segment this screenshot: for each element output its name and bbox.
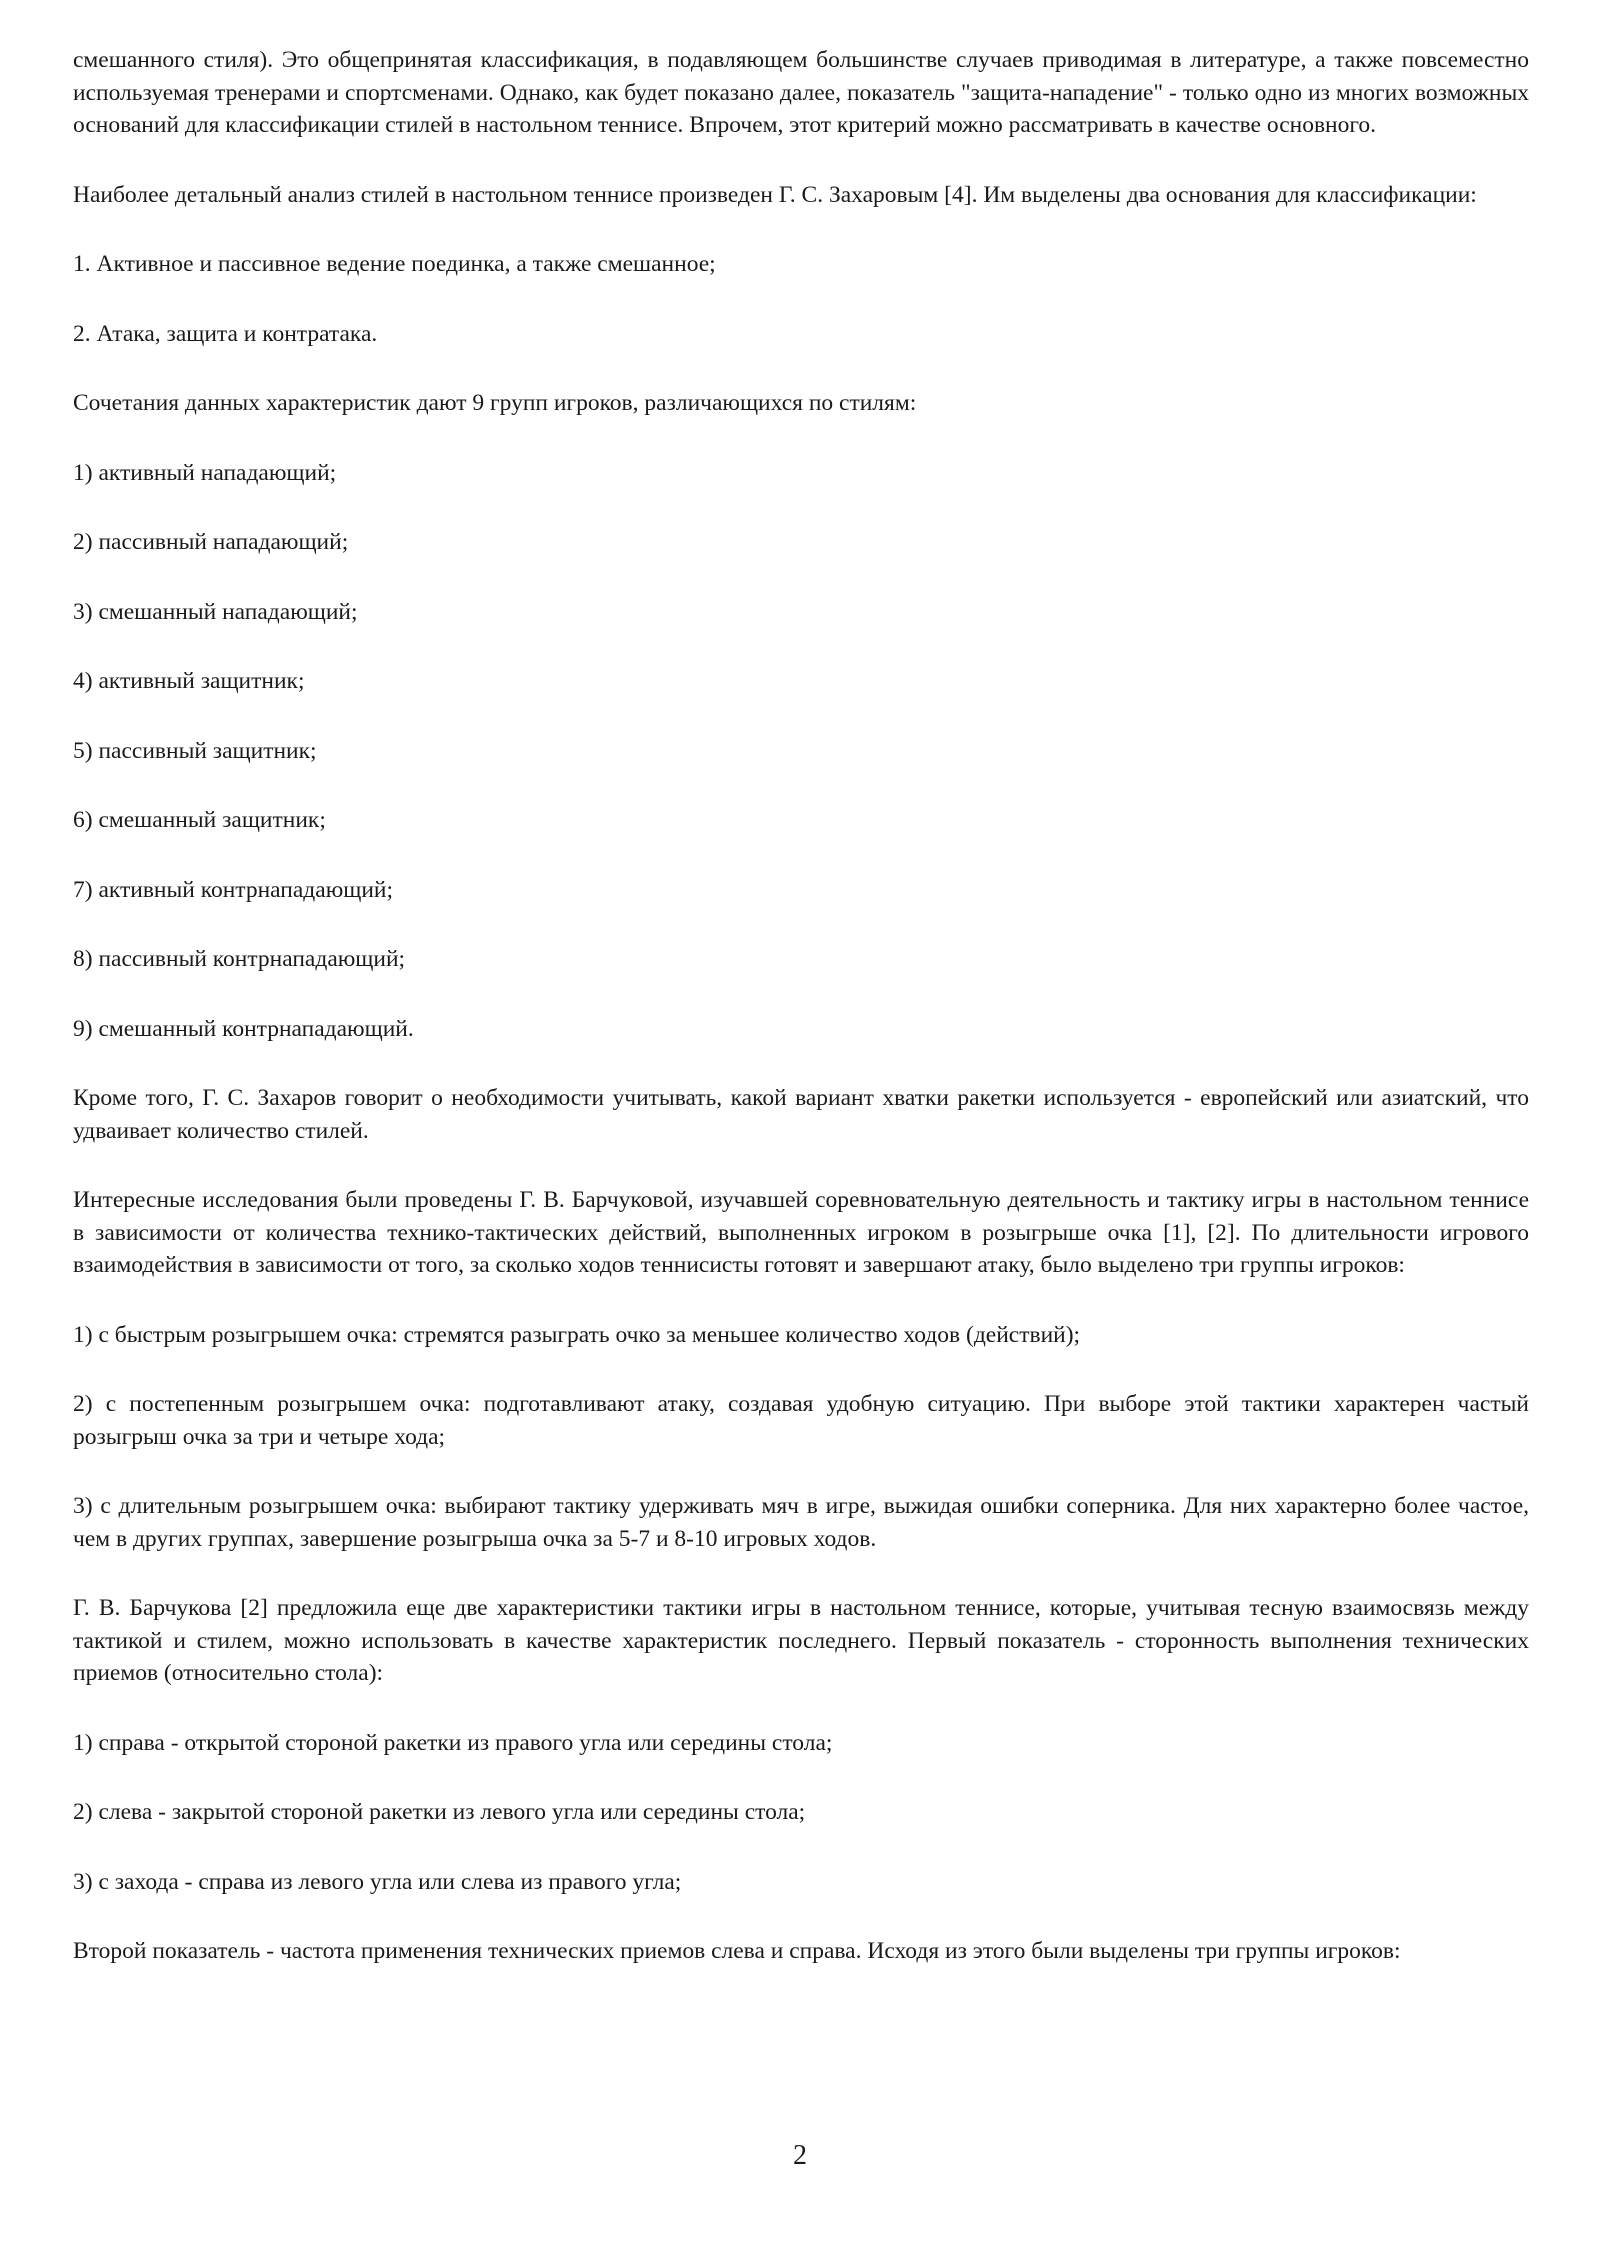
paragraph-grip-variants: Кроме того, Г. С. Захаров говорит о необходимости учитывать, какой вариант хватки ракетки используется - европейский или азиатский, что удваивает количество стилей. <box>73 1085 1529 1144</box>
list-item-rally-3: 3) с длительным розыгрышем очка: выбирают тактику удерживать мяч в игре, выжидая ошибки соперника. Для них характерно более частое, чем в других группах, завершение розыгрыша очка за 5-7 и 8-10 игровых ходов. <box>73 1493 1529 1552</box>
list-item-style-6: 6) смешанный защитник; <box>73 807 326 833</box>
list-item-style-8: 8) пассивный контрнападающий; <box>73 946 406 972</box>
list-item-rally-2: 2) с постепенным розыгрышем очка: подготавливают атаку, создавая удобную ситуацию. При выборе этой тактики характерен частый розыгрыш очка за три и четыре хода; <box>73 1391 1529 1450</box>
page-body <box>73 44 1529 1968</box>
list-item-style-4: 4) активный защитник; <box>73 668 305 694</box>
paragraph-zakharov-analysis: Наиболее детальный анализ стилей в настольном теннисе произведен Г. С. Захаровым [4]. Им выделены два основания для классификации: <box>73 181 1477 208</box>
paragraph-barchukova-research: Интересные исследования были проведены Г. В. Барчуковой, изучавшей соревновательную деятельность и тактику игры в настольном теннисе в зависимости от количества технико-тактических действий, выполненных игроком в розыгрыше очка [1], [2]. По длительности игрового взаимодействия в зависимости от того, за сколько ходов теннисисты готовят и завершают атаку, было выделено три группы игроков: <box>73 1187 1529 1278</box>
list-item-style-7: 7) активный контрнападающий; <box>73 876 394 903</box>
list-item-style-5: 5) пассивный защитник; <box>73 737 317 764</box>
paragraph-classification-intro: смешанного стиля). Это общепринятая классификация, в подавляющем большинстве случаев приводимая в литературе, а также повсеместно используемая тренерами и спортсменами. Однако, как будет показано далее, показатель "защита-нападение" - только одно из многих возможных оснований для классификации стилей в настольном теннисе. Впрочем, этот критерий можно рассматривать в качестве основного. <box>73 47 1529 138</box>
list-item-style-2: 2) пассивный нападающий; <box>73 529 349 555</box>
list-item-style-3: 3) смешанный нападающий; <box>73 598 358 625</box>
list-item-side-1: 1) справа - открытой стороной ракетки из правого угла или середины стола; <box>73 1729 833 1756</box>
list-item-style-1: 1) активный нападающий; <box>73 459 337 486</box>
list-item-style-9: 9) смешанный контрнападающий. <box>73 1015 414 1042</box>
paragraph-frequency-indicator: Второй показатель - частота применения технических приемов слева и справа. Исходя из этого были выделены три группы игроков: <box>73 1938 1401 1964</box>
list-item-basis-1: 1. Активное и пассивное ведение поединка, а также смешанное; <box>73 251 716 277</box>
page-number: 2 <box>793 2140 807 2171</box>
list-item-side-3: 3) с захода - справа из левого угла или слева из правого угла; <box>73 1868 682 1895</box>
list-item-basis-2: 2. Атака, защита и контратака. <box>73 320 378 347</box>
paragraph-nine-groups: Сочетания данных характеристик дают 9 групп игроков, различающихся по стилям: <box>73 390 917 416</box>
paragraph-side-indicator: Г. В. Барчукова [2] предложила еще две характеристики тактики игры в настольном теннисе, которые, учитывая тесную взаимосвязь между тактикой и стилем, можно использовать в качестве характеристик последнего. Первый показатель - сторонность выполнения технических приемов (относительно стола): <box>73 1595 1529 1686</box>
list-item-side-2: 2) слева - закрытой стороной ракетки из левого угла или середины стола; <box>73 1799 806 1825</box>
list-item-rally-1: 1) с быстрым розыгрышем очка: стремятся разыграть очко за меньшее количество ходов (действий); <box>73 1321 1081 1348</box>
